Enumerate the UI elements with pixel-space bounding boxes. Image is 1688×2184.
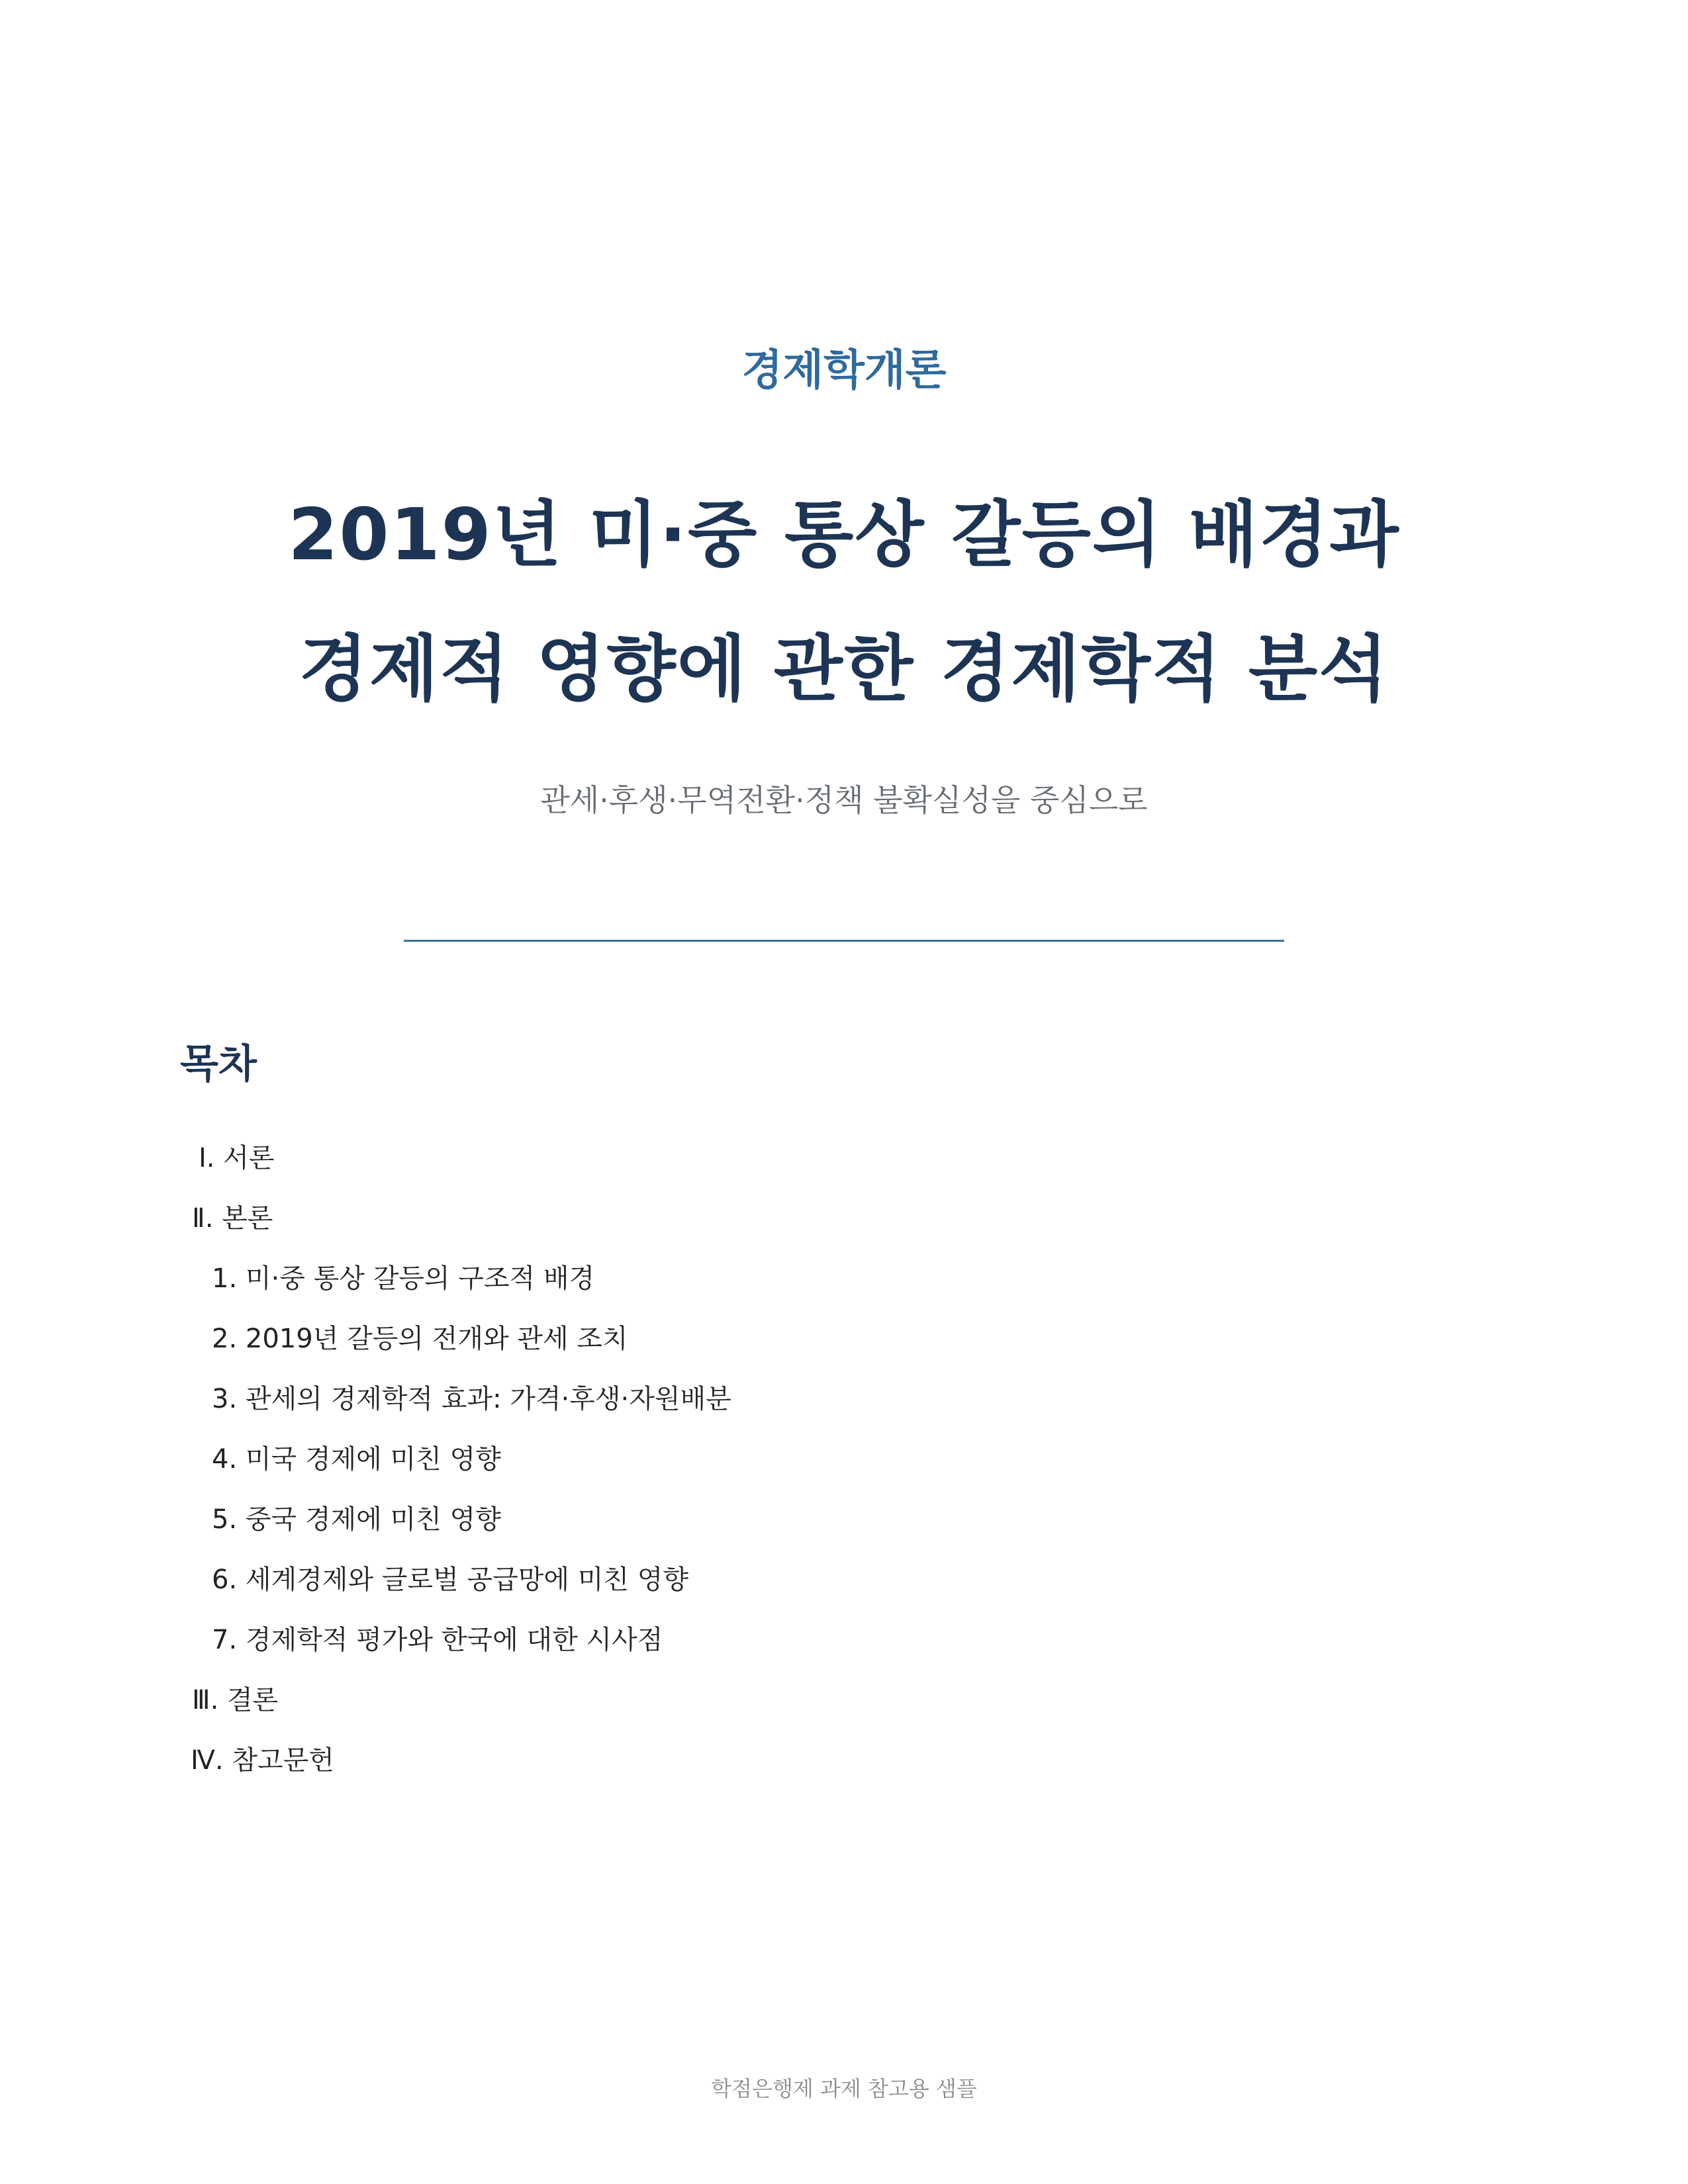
course-name: 경제학개론	[741, 346, 947, 395]
toc-item-body-6: 6. 세계경제와 글로벌 공급망에 미친 영향	[212, 1565, 688, 1595]
title-divider	[404, 940, 1284, 942]
toc-item-body-1: 1. 미·중 통상 갈등의 구조적 배경	[212, 1263, 595, 1294]
footer-note: 학점은행제 과제 참고용 샘플	[711, 2076, 977, 2101]
toc-item-body-4: 4. 미국 경제에 미친 영향	[212, 1444, 501, 1475]
toc-item-body-2: 2. 2019년 갈등의 전개와 관세 조치	[212, 1324, 628, 1354]
toc-item-introduction: Ⅰ. 서론	[199, 1143, 275, 1173]
toc-heading: 목차	[180, 1041, 257, 1087]
title-line-2: 경제적 영향에 관한 경제학적 분석	[299, 628, 1389, 711]
toc-item-body-5: 5. 중국 경제에 미친 영향	[212, 1504, 501, 1535]
toc-item-references: Ⅳ. 참고문헌	[191, 1745, 334, 1776]
toc-item-body-7: 7. 경제학적 평가와 한국에 대한 시사점	[212, 1625, 663, 1655]
title-line-1: 2019년 미·중 통상 갈등의 배경과	[288, 494, 1400, 576]
subtitle: 관세·후생·무역전환·정책 불확실성을 중심으로	[540, 782, 1148, 818]
toc-item-conclusion: Ⅲ. 결론	[192, 1685, 279, 1715]
toc-item-body: Ⅱ. 본론	[192, 1203, 273, 1234]
toc-item-body-3: 3. 관세의 경제학적 효과: 가격·후생·자원배분	[212, 1384, 731, 1414]
